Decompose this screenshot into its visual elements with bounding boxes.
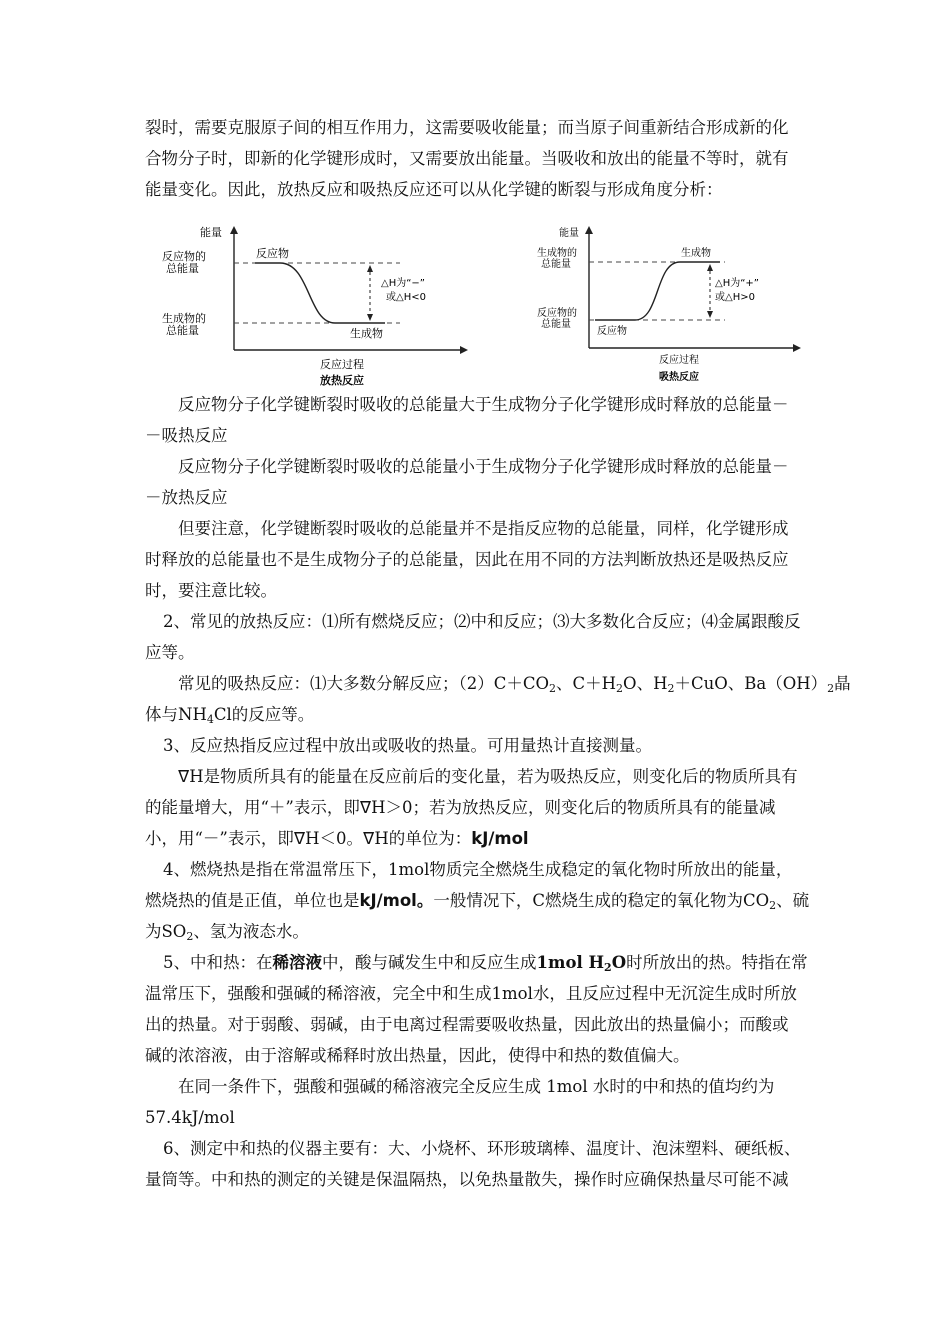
text-line: 出的热量。对于弱酸、弱碱，由于电离过程需要吸收热量，因此放出的热量偏小；而酸或 xyxy=(145,1015,789,1034)
product-energy-label: 生成物的 xyxy=(537,248,577,259)
paragraph-exothermic-list xyxy=(145,606,809,668)
x-axis-label: 反应过程 xyxy=(320,358,364,371)
text-line: 合物分子时，即新的化学键形成时，又需要放出能量。当吸收和放出的能量不等时，就有 xyxy=(145,149,789,168)
delta-h-label: 或△H>0 xyxy=(715,292,755,303)
y-axis-label: 能量 xyxy=(200,226,222,239)
text-line: －放热反应 xyxy=(145,488,228,507)
text-line: 碱的浓溶液，由于溶解或稀释时放出热量，因此，使得中和热的数值偏大。 xyxy=(145,1046,690,1065)
y-axis-label: 能量 xyxy=(559,228,579,239)
text-line: －吸热反应 xyxy=(145,426,228,445)
text-line: 为$SO_2$、氢为液态水。 xyxy=(145,922,309,943)
text-line: 应等。 xyxy=(145,643,195,662)
paragraph-neutralization-heat xyxy=(145,947,809,1071)
paragraph-combustion-heat xyxy=(145,854,809,947)
text-line: 裂时，需要克服原子间的相互作用力，这需要吸收能量；而当原子间重新结合形成新的化 xyxy=(145,118,789,137)
text-line: 量筒等。中和热的测定的关键是保温隔热，以免热量散失，操作时应确保热量尽可能不减 xyxy=(145,1170,789,1189)
intro-paragraph xyxy=(145,112,809,205)
text-line: 57.4kJ/mol xyxy=(145,1108,235,1127)
text-line: 燃烧热的值是正值，单位也是kJ/mol。一般情况下，C燃烧生成的稳定的氧化物为$CO_2$、硫 xyxy=(145,891,810,912)
product-energy-label: 总能量 xyxy=(166,324,199,337)
endothermic-diagram xyxy=(525,220,805,390)
paragraph-reaction-heat xyxy=(145,730,809,761)
energy-curve xyxy=(255,263,385,323)
text-line: 在同一条件下，强酸和强碱的稀溶液完全反应生成 1mol 水时的中和热的值均约为 xyxy=(178,1077,775,1096)
text-line: 时，要注意比较。 xyxy=(145,581,277,600)
curve-end-label: 生成物 xyxy=(350,327,383,340)
reactant-energy-label: 反应物的 xyxy=(162,250,206,263)
paragraph-delta-h xyxy=(145,761,809,854)
paragraph-absorb xyxy=(145,389,809,451)
text-line: 体与$NH_4Cl$的反应等。 xyxy=(145,705,315,726)
text-line: 的能量增大，用“＋”表示，即ᐁH＞0；若为放热反应，则变化后的物质所具有的能量减 xyxy=(145,798,776,817)
paragraph-note xyxy=(145,513,809,606)
text-line: 反应物分子化学键断裂时吸收的总能量小于生成物分子化学键形成时释放的总能量－ xyxy=(178,457,789,476)
text-line: 时释放的总能量也不是生成物分子的总能量，因此在用不同的方法判断放热还是吸热反应 xyxy=(145,550,789,569)
text-line: ᐁH是物质所具有的能量在反应前后的变化量，若为吸热反应，则变化后的物质所具有 xyxy=(178,767,798,786)
diagram-caption: 吸热反应 xyxy=(659,372,699,383)
x-axis-label: 反应过程 xyxy=(659,355,699,366)
body-text xyxy=(145,389,851,1195)
curve-end-label: 生成物 xyxy=(681,248,711,259)
curve-start-label: 反应物 xyxy=(256,247,289,260)
paragraph-endothermic-list xyxy=(145,668,851,730)
paragraph-instruments xyxy=(145,1133,809,1195)
reactant-energy-label: 总能量 xyxy=(541,319,571,330)
reactant-energy-label: 反应物的 xyxy=(537,308,577,319)
text-line: 2、常见的放热反应：⑴所有燃烧反应；⑵中和反应；⑶大多数化合反应；⑷金属跟酸反 xyxy=(163,612,801,631)
reactant-energy-label: 总能量 xyxy=(166,262,199,275)
diagram-caption: 放热反应 xyxy=(320,374,364,387)
exothermic-diagram xyxy=(160,220,470,390)
text-line: 4、燃烧热是指在常温常压下，1mol物质完全燃烧生成稳定的氧化物时所放出的能量， xyxy=(163,860,793,879)
curve-start-label: 反应物 xyxy=(597,326,627,337)
text-line: 5、中和热：在稀溶液中，酸与碱发生中和反应生成1mol $H_2O$时所放出的热。特指在常 xyxy=(163,953,808,974)
delta-h-label: 或△H<0 xyxy=(386,292,426,303)
text-line: 常见的吸热反应：⑴大多数分解反应；$(2)C+CO_2$、$C+H_2O$、$H_2+CuO$、$Ba(OH)_2$晶 xyxy=(178,674,851,695)
paragraph-same-condition xyxy=(145,1071,809,1133)
text-line: 6、测定中和热的仪器主要有：大、小烧杯、环形玻璃棒、温度计、泡沫塑料、硬纸板、 xyxy=(163,1139,801,1158)
product-energy-label: 总能量 xyxy=(541,259,571,270)
text-line: 反应物分子化学键断裂时吸收的总能量大于生成物分子化学键形成时释放的总能量－ xyxy=(178,395,789,414)
text-line: 小，用“－”表示，即ᐁH＜0。ᐁH的单位为：kJ/mol xyxy=(145,829,529,848)
text-line: 能量变化。因此，放热反应和吸热反应还可以从化学键的断裂与形成角度分析： xyxy=(145,180,723,199)
text-line: 温常压下，强酸和强碱的稀溶液，完全中和生成1mol水，且反应过程中无沉淀生成时所放 xyxy=(145,984,797,1003)
paragraph-release xyxy=(145,451,809,513)
delta-h-label: △H为“−” xyxy=(381,278,425,289)
energy-curve xyxy=(595,262,720,320)
product-energy-label: 生成物的 xyxy=(162,312,206,325)
text-line: 但要注意，化学键断裂时吸收的总能量并不是指反应物的总能量，同样，化学键形成 xyxy=(178,519,789,538)
text-line: 3、反应热指反应过程中放出或吸收的热量。可用量热计直接测量。 xyxy=(163,736,652,755)
delta-h-label: △H为“+” xyxy=(715,278,759,289)
